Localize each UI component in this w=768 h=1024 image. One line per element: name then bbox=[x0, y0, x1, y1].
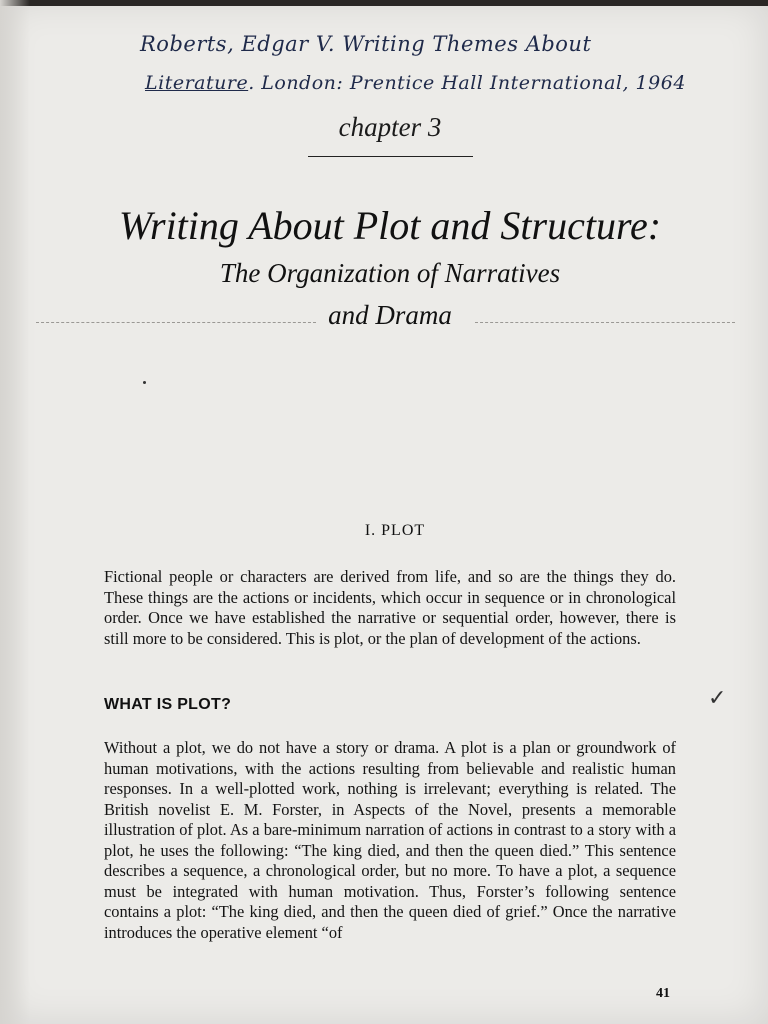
scan-top-edge bbox=[0, 0, 768, 6]
chapter-label: chapter 3 bbox=[338, 112, 442, 142]
chapter-subtitle-line-2: and Drama bbox=[328, 300, 452, 330]
handwritten-citation-line-1: Roberts, Edgar V. Writing Themes About bbox=[140, 32, 592, 56]
subheading: WHAT IS PLOT? bbox=[104, 696, 232, 713]
faint-rule-left bbox=[36, 322, 316, 323]
paragraph-1: Fictional people or characters are derived from life, and so are the things they do. These things are the actions or incidents, which occur in sequence or in chronological order. Once we have established the narrative or sequential order, however, there is still more to be considered. This is plot, or the plan of development of the actions. bbox=[104, 567, 676, 648]
chapter-title: Writing About Plot and Structure: bbox=[118, 203, 662, 248]
handwritten-citation-book-title: Literature bbox=[145, 72, 249, 94]
section-heading: I. PLOT bbox=[364, 522, 426, 539]
page-gutter-shadow bbox=[0, 0, 30, 1024]
chapter-underline bbox=[308, 156, 473, 157]
chapter-subtitle-line-1: The Organization of Narratives bbox=[219, 258, 561, 288]
handwritten-citation-line-2 bbox=[145, 72, 745, 94]
faint-rule-right bbox=[475, 322, 735, 323]
stray-mark bbox=[143, 381, 146, 384]
paragraph-2: Without a plot, we do not have a story or drama. A plot is a plan or groundwork of human motivations, with the actions resulting from believable and realistic human responses. In a well-plotted work, nothing is irrelevant; everything is related. The British novelist E. M. Forster, in Aspects of the Novel, presents a memorable illustration of plot. As a bare-minimum narration of actions in contrast to a story with a plot, he uses the following: “The king died, and then the queen died.” This sentence describes a sequence, a chronological order, but no more. To have a plot, a sequence must be integrated with human motivation. Thus, Forster’s following sentence contains a plot: “The king died, and then the queen died of grief.” Once the narrative introduces the operative element “of bbox=[104, 738, 676, 942]
handwritten-citation-publisher: . London: Prentice Hall International, 1964 bbox=[248, 72, 686, 94]
margin-check-mark: ✓ bbox=[708, 686, 727, 711]
page-number: 41 bbox=[656, 986, 670, 1001]
